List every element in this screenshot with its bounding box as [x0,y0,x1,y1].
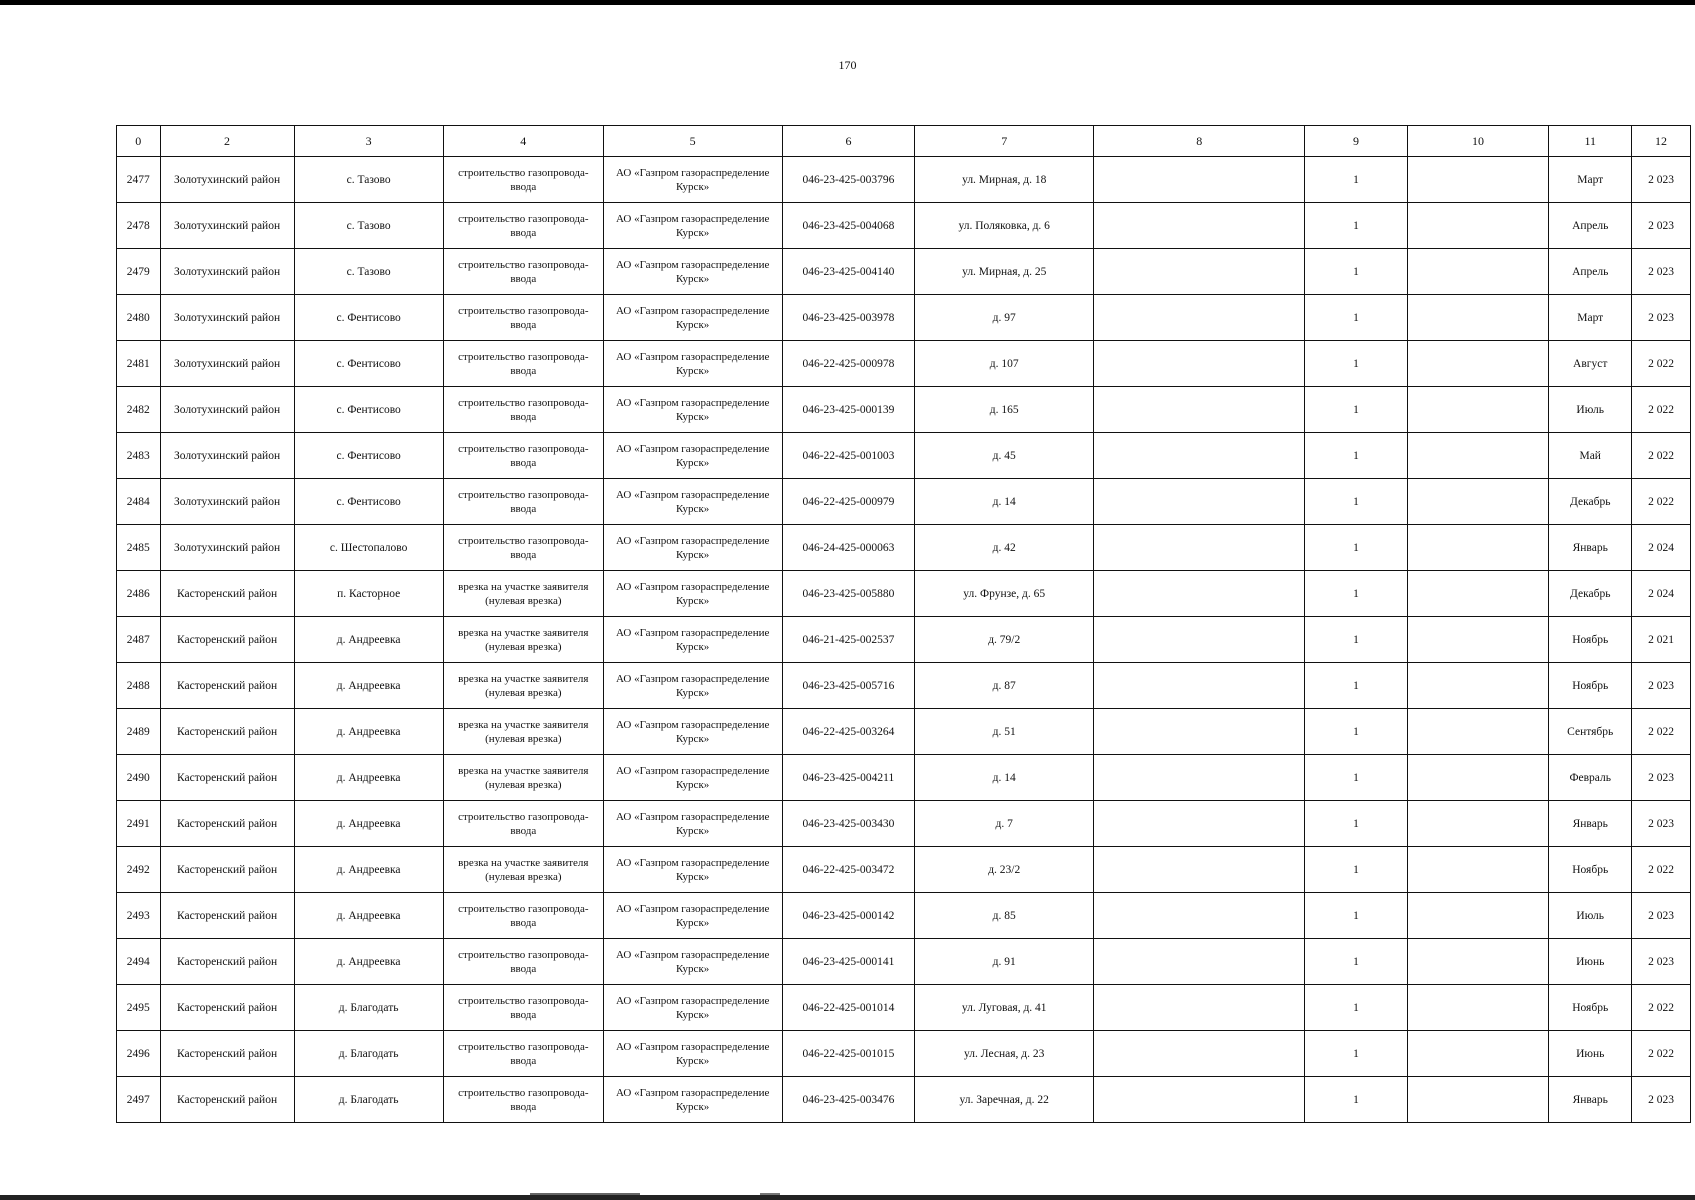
cell-settlement: с. Тазово [294,203,443,249]
cell-column-8 [1094,203,1305,249]
cell-column-10 [1407,433,1549,479]
cell-month: Март [1549,295,1632,341]
cell-organization: АО «Газпром газораспределение Курск» [603,203,782,249]
cell-column-8 [1094,1077,1305,1123]
cell-work-type: врезка на участке заявителя (нулевая врезка) [443,847,603,893]
cell-count: 1 [1305,203,1407,249]
cell-year: 2 022 [1632,479,1691,525]
cell-column-10 [1407,939,1549,985]
cell-district: Золотухинский район [160,387,294,433]
cell-month: Сентябрь [1549,709,1632,755]
cell-district: Касторенский район [160,1077,294,1123]
cell-column-10 [1407,525,1549,571]
cell-count: 1 [1305,295,1407,341]
cell-organization: АО «Газпром газораспределение Курск» [603,939,782,985]
cell-count: 1 [1305,1077,1407,1123]
cell-count: 1 [1305,801,1407,847]
cell-column-10 [1407,157,1549,203]
cell-address: д. 107 [915,341,1094,387]
cell-year: 2 023 [1632,203,1691,249]
cell-column-10 [1407,709,1549,755]
cell-work-type: врезка на участке заявителя (нулевая врезка) [443,617,603,663]
cell-work-type: строительство газопровода-ввода [443,433,603,479]
cell-work-type: строительство газопровода-ввода [443,341,603,387]
cell-column-8 [1094,893,1305,939]
header-row [117,126,1691,157]
cell-work-type: строительство газопровода-ввода [443,295,603,341]
cell-address: д. 85 [915,893,1094,939]
cell-row-number: 2485 [117,525,161,571]
cell-work-type: строительство газопровода-ввода [443,525,603,571]
table-row [117,479,1691,525]
header-cell: 0 [117,126,161,157]
table-row [117,295,1691,341]
cell-application-number: 046-23-425-004211 [782,755,915,801]
cell-application-number: 046-22-425-001015 [782,1031,915,1077]
cell-district: Касторенский район [160,847,294,893]
cell-address: ул. Мирная, д. 18 [915,157,1094,203]
cell-year: 2 022 [1632,433,1691,479]
cell-district: Золотухинский район [160,157,294,203]
cell-district: Касторенский район [160,755,294,801]
table-row [117,1077,1691,1123]
cell-column-10 [1407,295,1549,341]
cell-count: 1 [1305,893,1407,939]
cell-organization: АО «Газпром газораспределение Курск» [603,295,782,341]
cell-month: Январь [1549,525,1632,571]
scan-bottom-edge [0,1195,1695,1200]
cell-application-number: 046-23-425-000139 [782,387,915,433]
table-row [117,157,1691,203]
cell-row-number: 2489 [117,709,161,755]
table-row [117,755,1691,801]
cell-count: 1 [1305,663,1407,709]
cell-organization: АО «Газпром газораспределение Курск» [603,985,782,1031]
header-cell: 12 [1632,126,1691,157]
cell-column-8 [1094,249,1305,295]
table-row [117,709,1691,755]
cell-application-number: 046-23-425-000141 [782,939,915,985]
cell-row-number: 2490 [117,755,161,801]
cell-address: д. 165 [915,387,1094,433]
cell-work-type: врезка на участке заявителя (нулевая врезка) [443,755,603,801]
cell-application-number: 046-22-425-001014 [782,985,915,1031]
cell-district: Золотухинский район [160,295,294,341]
cell-address: ул. Лесная, д. 23 [915,1031,1094,1077]
cell-district: Золотухинский район [160,249,294,295]
cell-row-number: 2491 [117,801,161,847]
cell-organization: АО «Газпром газораспределение Курск» [603,341,782,387]
cell-address: ул. Мирная, д. 25 [915,249,1094,295]
cell-work-type: строительство газопровода-ввода [443,1031,603,1077]
cell-column-8 [1094,663,1305,709]
cell-column-8 [1094,341,1305,387]
cell-district: Касторенский район [160,801,294,847]
table-row [117,571,1691,617]
cell-settlement: с. Фентисово [294,341,443,387]
cell-settlement: с. Фентисово [294,387,443,433]
cell-month: Ноябрь [1549,847,1632,893]
cell-column-8 [1094,939,1305,985]
cell-address: д. 14 [915,479,1094,525]
cell-year: 2 023 [1632,801,1691,847]
cell-row-number: 2494 [117,939,161,985]
cell-work-type: строительство газопровода-ввода [443,249,603,295]
cell-application-number: 046-23-425-003476 [782,1077,915,1123]
cell-application-number: 046-23-425-003796 [782,157,915,203]
cell-work-type: строительство газопровода-ввода [443,801,603,847]
cell-settlement: д. Андреевка [294,663,443,709]
cell-month: Май [1549,433,1632,479]
cell-year: 2 022 [1632,387,1691,433]
cell-application-number: 046-23-425-003430 [782,801,915,847]
cell-work-type: врезка на участке заявителя (нулевая врезка) [443,571,603,617]
cell-application-number: 046-21-425-002537 [782,617,915,663]
cell-district: Касторенский район [160,1031,294,1077]
cell-work-type: строительство газопровода-ввода [443,157,603,203]
cell-month: Ноябрь [1549,985,1632,1031]
cell-column-10 [1407,617,1549,663]
cell-month: Январь [1549,801,1632,847]
cell-row-number: 2478 [117,203,161,249]
cell-organization: АО «Газпром газораспределение Курск» [603,387,782,433]
cell-column-10 [1407,1077,1549,1123]
header-cell: 6 [782,126,915,157]
cell-organization: АО «Газпром газораспределение Курск» [603,755,782,801]
cell-count: 1 [1305,939,1407,985]
cell-application-number: 046-23-425-000142 [782,893,915,939]
cell-column-10 [1407,847,1549,893]
cell-application-number: 046-23-425-005880 [782,571,915,617]
cell-organization: АО «Газпром газораспределение Курск» [603,709,782,755]
cell-work-type: строительство газопровода-ввода [443,1077,603,1123]
cell-column-10 [1407,1031,1549,1077]
cell-settlement: д. Андреевка [294,939,443,985]
cell-district: Золотухинский район [160,341,294,387]
cell-address: д. 51 [915,709,1094,755]
cell-address: д. 91 [915,939,1094,985]
cell-column-10 [1407,249,1549,295]
cell-settlement: д. Андреевка [294,801,443,847]
cell-month: Март [1549,157,1632,203]
cell-month: Ноябрь [1549,617,1632,663]
cell-application-number: 046-23-425-004140 [782,249,915,295]
cell-settlement: д. Андреевка [294,617,443,663]
cell-column-8 [1094,571,1305,617]
cell-year: 2 023 [1632,249,1691,295]
table-row [117,1031,1691,1077]
cell-work-type: строительство газопровода-ввода [443,893,603,939]
cell-application-number: 046-22-425-003472 [782,847,915,893]
cell-organization: АО «Газпром газораспределение Курск» [603,801,782,847]
cell-year: 2 022 [1632,341,1691,387]
cell-settlement: с. Фентисово [294,479,443,525]
cell-year: 2 021 [1632,617,1691,663]
cell-settlement: с. Фентисово [294,295,443,341]
cell-row-number: 2477 [117,157,161,203]
cell-count: 1 [1305,755,1407,801]
cell-row-number: 2496 [117,1031,161,1077]
cell-district: Касторенский район [160,709,294,755]
cell-application-number: 046-23-425-005716 [782,663,915,709]
cell-month: Август [1549,341,1632,387]
cell-column-8 [1094,755,1305,801]
cell-column-8 [1094,985,1305,1031]
header-cell: 5 [603,126,782,157]
cell-year: 2 022 [1632,1031,1691,1077]
table-row [117,525,1691,571]
cell-row-number: 2497 [117,1077,161,1123]
cell-row-number: 2495 [117,985,161,1031]
table-row [117,249,1691,295]
cell-column-10 [1407,985,1549,1031]
cell-column-10 [1407,663,1549,709]
cell-settlement: с. Фентисово [294,433,443,479]
cell-column-8 [1094,847,1305,893]
cell-settlement: д. Андреевка [294,755,443,801]
cell-address: д. 14 [915,755,1094,801]
cell-organization: АО «Газпром газораспределение Курск» [603,847,782,893]
cell-month: Ноябрь [1549,663,1632,709]
cell-month: Июнь [1549,939,1632,985]
table-row [117,939,1691,985]
cell-column-10 [1407,571,1549,617]
cell-row-number: 2492 [117,847,161,893]
cell-settlement: д. Благодать [294,1077,443,1123]
cell-count: 1 [1305,341,1407,387]
cell-month: Июнь [1549,1031,1632,1077]
cell-count: 1 [1305,157,1407,203]
cell-month: Февраль [1549,755,1632,801]
cell-settlement: д. Андреевка [294,893,443,939]
cell-district: Касторенский район [160,939,294,985]
cell-row-number: 2479 [117,249,161,295]
cell-settlement: д. Андреевка [294,847,443,893]
cell-column-8 [1094,157,1305,203]
table-row [117,663,1691,709]
cell-organization: АО «Газпром газораспределение Курск» [603,893,782,939]
cell-organization: АО «Газпром газораспределение Курск» [603,525,782,571]
cell-year: 2 022 [1632,985,1691,1031]
cell-year: 2 022 [1632,847,1691,893]
cell-organization: АО «Газпром газораспределение Курск» [603,157,782,203]
cell-application-number: 046-22-425-000979 [782,479,915,525]
cell-column-10 [1407,203,1549,249]
cell-column-10 [1407,893,1549,939]
cell-work-type: врезка на участке заявителя (нулевая врезка) [443,709,603,755]
cell-work-type: врезка на участке заявителя (нулевая врезка) [443,663,603,709]
cell-organization: АО «Газпром газораспределение Курск» [603,1031,782,1077]
cell-organization: АО «Газпром газораспределение Курск» [603,1077,782,1123]
cell-application-number: 046-23-425-003978 [782,295,915,341]
cell-count: 1 [1305,847,1407,893]
cell-work-type: строительство газопровода-ввода [443,479,603,525]
cell-year: 2 023 [1632,157,1691,203]
cell-month: Декабрь [1549,479,1632,525]
cell-month: Январь [1549,1077,1632,1123]
cell-row-number: 2488 [117,663,161,709]
cell-district: Касторенский район [160,617,294,663]
cell-column-8 [1094,525,1305,571]
cell-work-type: строительство газопровода-ввода [443,939,603,985]
cell-work-type: строительство газопровода-ввода [443,985,603,1031]
cell-settlement: с. Шестопалово [294,525,443,571]
cell-year: 2 023 [1632,893,1691,939]
cell-column-8 [1094,617,1305,663]
header-cell: 10 [1407,126,1549,157]
page-number: 170 [838,58,857,72]
cell-year: 2 023 [1632,295,1691,341]
table-row [117,893,1691,939]
cell-settlement: д. Благодать [294,985,443,1031]
cell-year: 2 023 [1632,939,1691,985]
cell-count: 1 [1305,387,1407,433]
cell-year: 2 024 [1632,525,1691,571]
cell-count: 1 [1305,433,1407,479]
cell-month: Июль [1549,893,1632,939]
cell-count: 1 [1305,249,1407,295]
cell-address: ул. Фрунзе, д. 65 [915,571,1094,617]
cell-address: д. 45 [915,433,1094,479]
header-cell: 9 [1305,126,1407,157]
cell-district: Касторенский район [160,893,294,939]
cell-count: 1 [1305,1031,1407,1077]
cell-row-number: 2482 [117,387,161,433]
cell-address: д. 7 [915,801,1094,847]
table-row [117,341,1691,387]
table-row [117,985,1691,1031]
cell-month: Июль [1549,387,1632,433]
cell-application-number: 046-22-425-001003 [782,433,915,479]
cell-month: Апрель [1549,203,1632,249]
header-cell: 7 [915,126,1094,157]
cell-work-type: строительство газопровода-ввода [443,203,603,249]
cell-settlement: д. Благодать [294,1031,443,1077]
cell-column-8 [1094,433,1305,479]
cell-organization: АО «Газпром газораспределение Курск» [603,249,782,295]
table-row [117,433,1691,479]
cell-year: 2 023 [1632,1077,1691,1123]
cell-count: 1 [1305,525,1407,571]
scan-top-edge [0,0,1695,5]
cell-address: д. 87 [915,663,1094,709]
table-row [117,617,1691,663]
cell-row-number: 2484 [117,479,161,525]
cell-organization: АО «Газпром газораспределение Курск» [603,617,782,663]
cell-count: 1 [1305,479,1407,525]
cell-address: ул. Луговая, д. 41 [915,985,1094,1031]
cell-district: Касторенский район [160,571,294,617]
cell-column-8 [1094,1031,1305,1077]
table-row [117,801,1691,847]
header-cell: 3 [294,126,443,157]
cell-row-number: 2481 [117,341,161,387]
cell-column-10 [1407,341,1549,387]
cell-year: 2 022 [1632,709,1691,755]
cell-column-8 [1094,295,1305,341]
table-row [117,203,1691,249]
data-table [116,125,1691,1123]
cell-year: 2 023 [1632,663,1691,709]
cell-column-10 [1407,801,1549,847]
cell-application-number: 046-22-425-000978 [782,341,915,387]
cell-column-10 [1407,755,1549,801]
cell-district: Золотухинский район [160,479,294,525]
header-cell: 8 [1094,126,1305,157]
cell-year: 2 023 [1632,755,1691,801]
cell-settlement: п. Касторное [294,571,443,617]
cell-work-type: строительство газопровода-ввода [443,387,603,433]
cell-address: д. 97 [915,295,1094,341]
cell-organization: АО «Газпром газораспределение Курск» [603,479,782,525]
cell-column-8 [1094,479,1305,525]
cell-row-number: 2493 [117,893,161,939]
cell-column-8 [1094,801,1305,847]
cell-settlement: с. Тазово [294,157,443,203]
cell-column-10 [1407,479,1549,525]
cell-organization: АО «Газпром газораспределение Курск» [603,571,782,617]
table-body [117,157,1691,1123]
cell-application-number: 046-23-425-004068 [782,203,915,249]
cell-count: 1 [1305,571,1407,617]
cell-settlement: с. Тазово [294,249,443,295]
cell-district: Касторенский район [160,663,294,709]
table-row [117,847,1691,893]
cell-column-8 [1094,709,1305,755]
cell-organization: АО «Газпром газораспределение Курск» [603,433,782,479]
cell-district: Золотухинский район [160,433,294,479]
cell-district: Касторенский район [160,985,294,1031]
header-cell: 11 [1549,126,1632,157]
cell-district: Золотухинский район [160,525,294,571]
cell-address: д. 79/2 [915,617,1094,663]
cell-column-10 [1407,387,1549,433]
cell-application-number: 046-22-425-003264 [782,709,915,755]
cell-address: д. 23/2 [915,847,1094,893]
cell-organization: АО «Газпром газораспределение Курск» [603,663,782,709]
cell-row-number: 2486 [117,571,161,617]
cell-count: 1 [1305,709,1407,755]
cell-count: 1 [1305,985,1407,1031]
cell-column-8 [1094,387,1305,433]
cell-month: Апрель [1549,249,1632,295]
cell-row-number: 2480 [117,295,161,341]
header-cell: 4 [443,126,603,157]
cell-district: Золотухинский район [160,203,294,249]
cell-month: Декабрь [1549,571,1632,617]
cell-settlement: д. Андреевка [294,709,443,755]
cell-address: д. 42 [915,525,1094,571]
cell-application-number: 046-24-425-000063 [782,525,915,571]
cell-row-number: 2487 [117,617,161,663]
cell-count: 1 [1305,617,1407,663]
header-cell: 2 [160,126,294,157]
cell-address: ул. Заречная, д. 22 [915,1077,1094,1123]
table-row [117,387,1691,433]
cell-row-number: 2483 [117,433,161,479]
cell-year: 2 024 [1632,571,1691,617]
cell-address: ул. Поляковка, д. 6 [915,203,1094,249]
